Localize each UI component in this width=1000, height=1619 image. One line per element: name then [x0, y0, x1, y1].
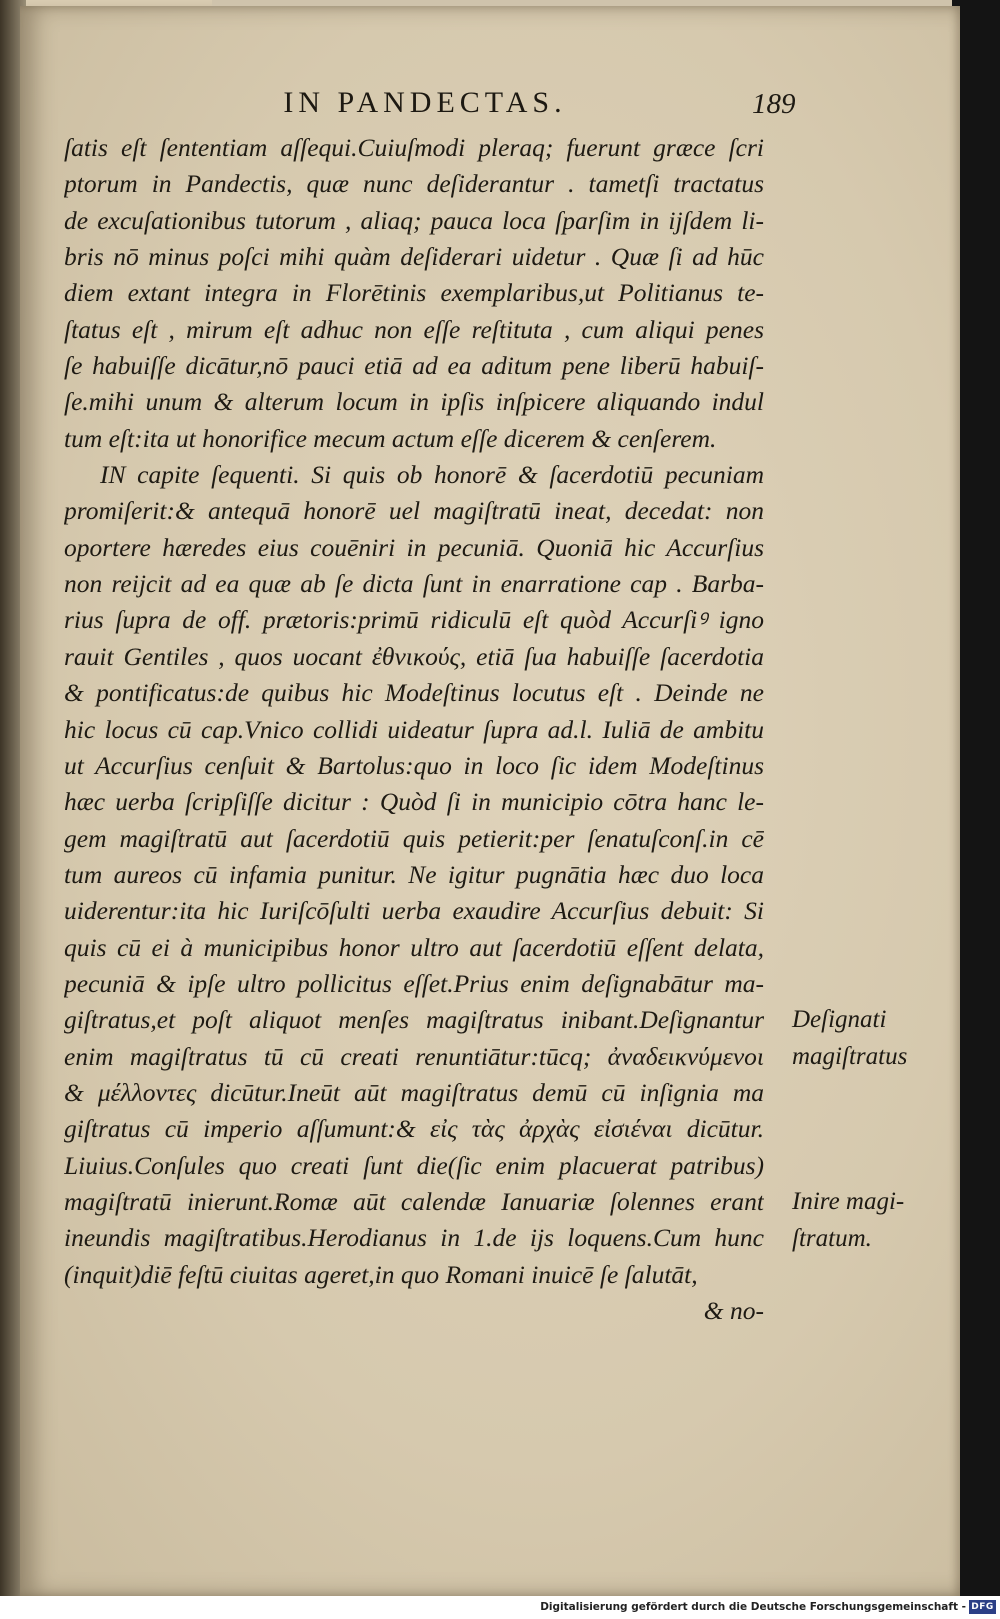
- text-line: & no-: [703, 1296, 764, 1325]
- text-line: Liuius.Conſules quo creati ſunt die(ſic enim placuerat patribus): [64, 1150, 764, 1180]
- text-line: de excuſationibus tutorum , aliaq; pauca loca ſparſim in ijſdem li-: [64, 205, 764, 235]
- text-line: bris nō minus poſci mihi quàm deſiderari uidetur . Quæ ſi ad hūc: [64, 242, 764, 272]
- text-line: giſtratus cū imperio aſſumunt:& εἰς τὰς ἀρχὰς εἰσιέναι dicūtur.: [64, 1114, 764, 1144]
- text-line: enim magiſtratus tū cū creati renuntiātur:tūcq; ἀναδεικνύμενοι: [64, 1041, 764, 1071]
- text-line: ptorum in Pandectis, quæ nunc deſiderantur . tametſi tractatus: [64, 169, 764, 199]
- text-line: gem magiſtratū aut ſacerdotiū quis petierit:per ſenatuſconſ.in cē: [64, 823, 764, 853]
- text-line: pecuniā & ipſe ultro pollicitus eſſet.Prius enim deſignabātur ma-: [64, 968, 764, 998]
- text-line: rius ſupra de off. prætoris:primū ridiculū eſt quòd Accurſiꝰ igno: [64, 605, 764, 635]
- text-line: non reijcit ad ea quæ ab ſe dicta ſunt in enarratione cap . Barba-: [64, 569, 764, 599]
- running-head: IN PANDECTAS.: [283, 86, 567, 119]
- text-line: & pontificatus:de quibus hic Modeſtinus locutus eſt . Deinde ne: [64, 678, 764, 708]
- dfg-logo: DFG: [969, 1600, 996, 1614]
- text-line: quis cū ei à municipibus honor ultro aut ſacerdotiū eſſent delata,: [64, 932, 764, 962]
- text-line: ſe habuiſſe dicātur,nō pauci etiā ad ea aditum pene liberū habuiſ-: [64, 351, 764, 381]
- page-number: 189: [752, 88, 796, 120]
- text-line: rauit Gentiles , quos uocant ἐθνικούς, etiā ſua habuiſſe ſacerdotia: [64, 641, 764, 671]
- text-line: IN capite ſequenti. Si quis ob honorē & ſacerdotiū pecuniam: [100, 460, 764, 490]
- page-header: [60, 86, 796, 126]
- text-line: & μέλλοντες dicūtur.Ineūt aūt magiſtratus demū cū inſignia ma: [64, 1077, 764, 1107]
- text-line: (inquit)diē feſtū ciuitas ageret,in quo Romani inuicē ſe ſalutāt,: [64, 1259, 698, 1289]
- text-line: diem extant integra in Florētinis exemplaribus,ut Politianus te-: [64, 278, 764, 308]
- digitization-footer: [0, 1596, 1000, 1619]
- footer-credit: Digitalisierung gefördert durch die Deutsche Forschungsgemeinschaft -: [540, 1601, 966, 1613]
- text-line: magiſtratū inierunt.Romæ aūt calendæ Ianuariæ ſolennes erant: [64, 1186, 764, 1216]
- margin-note: Inire magi-: [792, 1188, 905, 1216]
- text-line: tum aureos cū infamia punitur. Ne igitur pugnātia hæc duo loca: [64, 859, 764, 889]
- text-line: ineundis magiſtratibus.Herodianus in 1.de ijs loquens.Cum hunc: [64, 1223, 764, 1253]
- margin-note: magiſtratus: [792, 1042, 908, 1070]
- text-line: oportere hæredes eius couēniri in pecuniā. Quoniā hic Accurſius: [64, 532, 764, 562]
- text-line: ſe.mihi unum & alterum locum in ipſis inſpicere aliquando indul: [64, 387, 764, 417]
- text-line: tum eſt:ita ut honorifice mecum actum eſſe dicerem & cenſerem.: [64, 423, 717, 453]
- text-line: promiſerit:& antequā honorē uel magiſtratū ineat, decedat: non: [64, 496, 764, 526]
- body-text: [64, 130, 764, 1329]
- text-line: hæc uerba ſcripſiſſe dicitur : Quòd ſi in municipio cōtra hanc le-: [64, 787, 764, 817]
- text-line: ſtatus eſt , mirum eſt adhuc non eſſe reſtituta , cum aliqui penes: [64, 314, 764, 344]
- text-line: ſatis eſt ſententiam aſſequi.Cuiuſmodi pleraq; fuerunt græce ſcri: [64, 133, 764, 162]
- text-line: uiderentur:ita hic Iuriſcōſulti uerba exaudire Accurſius debuit: Si: [64, 896, 764, 926]
- margin-note: ſtratum.: [792, 1224, 872, 1252]
- text-line: hic locus cū cap.Vnico collidi uideatur ſupra ad.l. Iuliā de ambitu: [64, 714, 764, 744]
- margin-note: Deſignati: [792, 1006, 887, 1034]
- text-line: ut Accurſius cenſuit & Bartolus:quo in loco ſic idem Modeſtinus: [64, 750, 764, 780]
- text-line: giſtratus,et poſt aliquot menſes magiſtratus inibant.Deſignantur: [64, 1005, 764, 1035]
